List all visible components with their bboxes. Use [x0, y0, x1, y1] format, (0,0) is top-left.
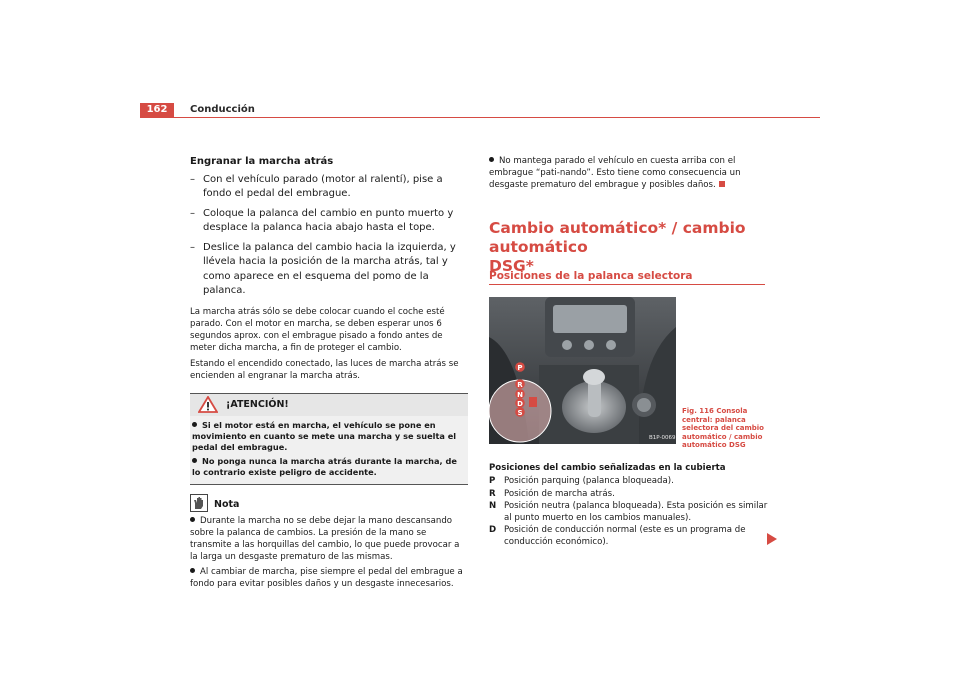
step-item: – Con el vehículo parado (motor al ralentí), pise a fondo el pedal del embrague. [190, 173, 468, 202]
note-header [190, 497, 468, 513]
bullet-dot [190, 517, 195, 522]
warning-body [190, 416, 468, 484]
subsection-rule [489, 284, 765, 285]
warning-item-text: No ponga nunca la marcha atrás durante la marcha, de lo contrario existe peligro de accidente. [192, 455, 457, 477]
position-row [489, 501, 769, 524]
position-text: Posición parquing (palanca bloqueada). [504, 476, 674, 486]
position-row [489, 489, 769, 501]
warning-title: ¡ATENCIÓN! [226, 398, 289, 410]
reverse-gear-heading: Engranar la marcha atrás [190, 156, 334, 167]
gear-letter: N [517, 390, 523, 399]
section-title-line: Cambio automático* / cambio automático [489, 219, 746, 256]
bullet-dot [190, 568, 195, 573]
note-item [190, 566, 468, 590]
position-row [489, 525, 769, 548]
position-letter: N [489, 501, 497, 511]
bullet-dot [489, 157, 494, 162]
gear-letter: S [517, 408, 523, 417]
section-title-line: DSG* [489, 257, 534, 275]
gear-letter: P [517, 363, 523, 372]
note-item [190, 515, 468, 563]
steps-list [190, 173, 468, 299]
gear-selector-figure [489, 297, 676, 444]
note-item-text: Al cambiar de marcha, pise siempre el pedal del embrague a fondo para evitar posibles daños y un desgaste innecesarios. [190, 566, 463, 589]
warning-item [192, 456, 466, 478]
warning-header [190, 394, 468, 416]
warning-triangle-icon [198, 396, 218, 413]
left-column [190, 155, 468, 593]
end-of-section-marker [719, 181, 725, 187]
position-text: Posición de conducción normal (este es un programa de conducción económico). [504, 525, 746, 547]
paragraph: Estando el encendido conectado, las luces de marcha atrás se encienden al engranar la marcha atrás. [190, 358, 459, 381]
header-title: Conducción [190, 104, 255, 115]
note-title: Nota [214, 498, 240, 510]
warning-box [190, 393, 468, 485]
figure-caption: Fig. 116 Consola central: palanca selectora del cambio automático / cambio automático DSG [682, 407, 764, 449]
right-top-bullet [489, 155, 765, 191]
console-illustration [489, 297, 676, 444]
figure-code: B1P-0069 [649, 435, 676, 441]
step-item: – Coloque la palanca del cambio en punto muerto y desplace la palanca hacia abajo hasta el tope. [190, 207, 468, 236]
step-item: – Deslice la palanca del cambio hacia la izquierda, y llévela hacia la posición de la marcha atrás, tal y como aparece en el esquema del pomo de la palanca. [190, 241, 468, 299]
page-number: 162 [140, 103, 174, 117]
note-hand-icon [190, 494, 208, 512]
paragraph: La marcha atrás sólo se debe colocar cuando el coche esté parado. Con el motor en marcha, se deben esperar unos 6 segundos aprox. con el embrague pisado a fondo antes de meter dicha marcha, a fin de proteger el cambio. [190, 306, 445, 353]
position-text: Posición de marcha atrás. [504, 488, 615, 499]
warning-item-text: Si el motor está en marcha, el vehículo se pone en movimiento en cuanto se mete una marcha y se suelta el pedal del embrague. [192, 419, 457, 452]
bullet-dot [192, 422, 197, 427]
gear-letter: D [517, 399, 523, 408]
bullet-dot [192, 458, 197, 463]
section-title [489, 219, 779, 276]
warning-item [192, 420, 466, 453]
next-page-arrow-icon[interactable] [766, 532, 778, 546]
position-letter: P [489, 476, 496, 486]
note-body [190, 515, 468, 590]
position-letter: R [489, 488, 496, 499]
position-text: Posición neutra (palanca bloqueada). Esta posición es similar al punto muerto en los cambios manuales). [504, 501, 768, 523]
subsection-title: Posiciones de la palanca selectora [489, 270, 693, 282]
header-rule [140, 117, 820, 118]
positions-heading: Posiciones del cambio señalizadas en la cubierta [489, 463, 726, 473]
position-row [489, 476, 769, 488]
right-top-bullet-text: No mantega parado el vehículo en cuesta arriba con el embrague “pati-nando”. Esto tiene como consecuencia un desgaste prematuro del embrague y posibles daños. [489, 156, 741, 190]
gear-letter: R [517, 380, 523, 389]
position-letter: D [489, 525, 497, 535]
note-item-text: Durante la marcha no se debe dejar la mano descansando sobre la palanca de cambios. La presión de la mano se transmite a las horquillas del cambio, lo que puede provocar a la larga un desgaste prematuro de las mismas. [190, 515, 460, 562]
positions-section [489, 462, 769, 549]
